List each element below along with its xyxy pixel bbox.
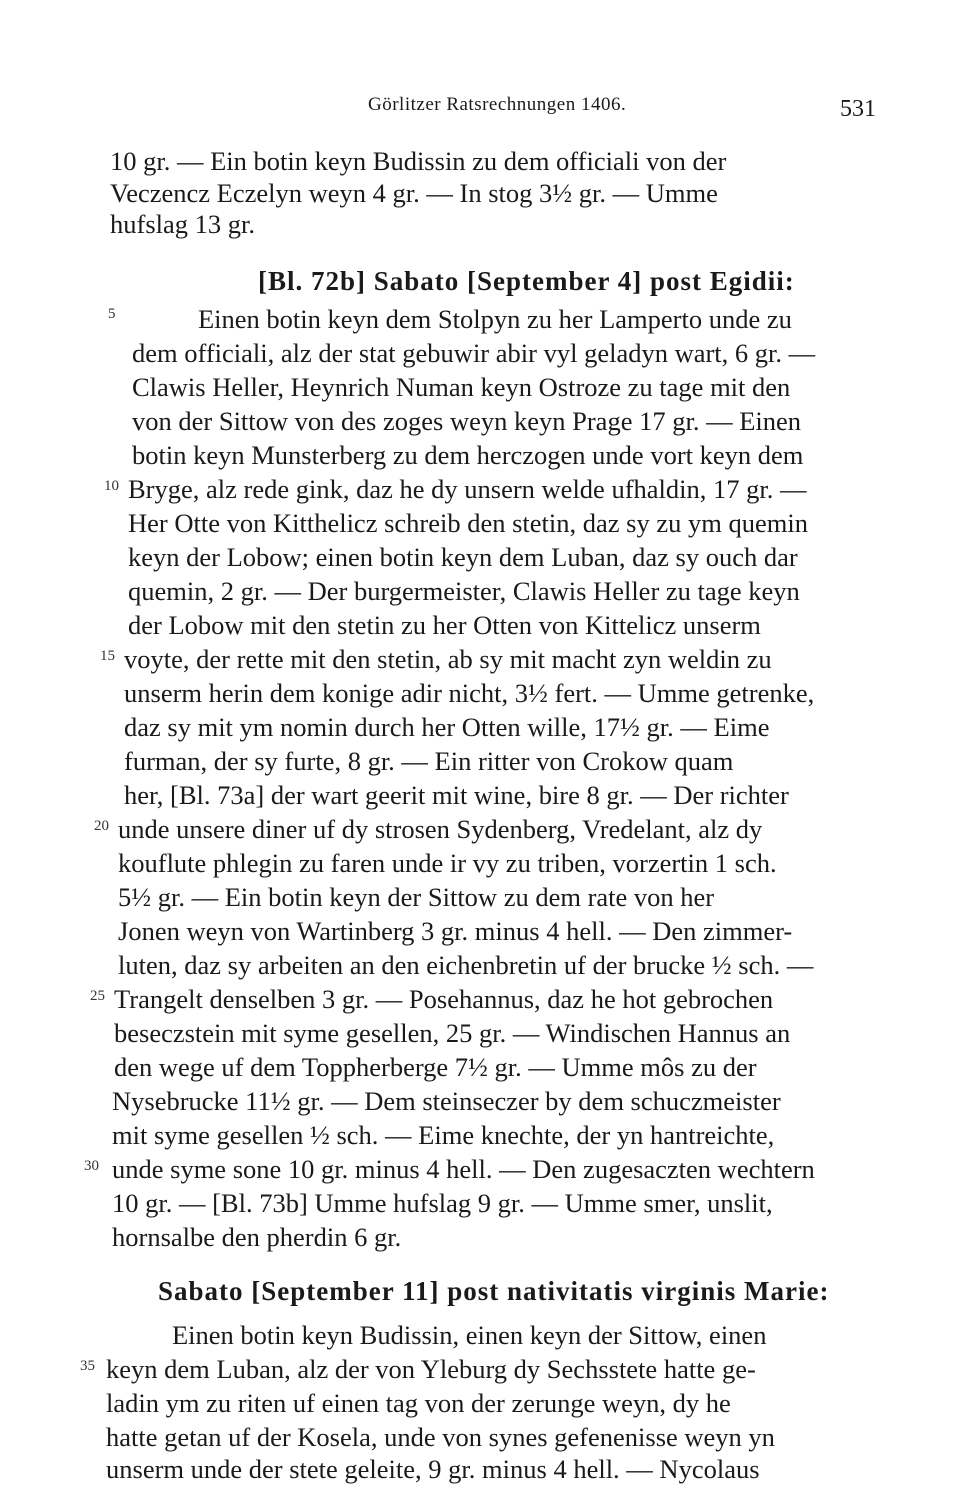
text-line: hornsalbe den pherdin 6 gr. bbox=[112, 1222, 402, 1252]
text-line: mit syme gesellen ½ sch. — Eime knechte, der yn hantreichte, bbox=[112, 1120, 775, 1150]
text-line: Einen botin keyn Budissin, einen keyn der Sittow, einen bbox=[172, 1320, 767, 1350]
text-line: unde unsere diner uf dy strosen Sydenberg, Vredelant, alz dy bbox=[118, 814, 763, 844]
section-heading: Sabato [September 11] post nativitatis virginis Marie: bbox=[158, 1276, 830, 1306]
text-line: hatte getan uf der Kosela, unde von synes gefenenisse weyn yn bbox=[106, 1422, 775, 1452]
line-number: 20 bbox=[94, 818, 109, 834]
text-line: keyn dem Luban, alz der von Yleburg dy Sechsstete hatte ge- bbox=[106, 1354, 756, 1384]
text-line: kouflute phlegin zu faren unde ir vy zu triben, vorzertin 1 sch. bbox=[118, 848, 777, 878]
section-heading: [Bl. 72b] Sabato [September 4] post Egidii: bbox=[258, 266, 795, 296]
text-line: quemin, 2 gr. — Der burgermeister, Clawis Heller zu tage keyn bbox=[128, 576, 800, 606]
text-line: luten, daz sy arbeiten an den eichenbretin uf der brucke ½ sch. — bbox=[118, 950, 814, 980]
text-line: Jonen weyn von Wartinberg 3 gr. minus 4 hell. — Den zimmer- bbox=[118, 916, 793, 946]
text-line: hufslag 13 gr. bbox=[110, 209, 255, 239]
text-line: Veczencz Eczelyn weyn 4 gr. — In stog 3½ gr. — Umme bbox=[110, 178, 718, 208]
text-line: der Lobow mit den stetin zu her Otten von Kittelicz unserm bbox=[128, 610, 761, 640]
line-number: 10 bbox=[104, 478, 119, 494]
text-line: unde syme sone 10 gr. minus 4 hell. — Den zugesaczten wechtern bbox=[112, 1154, 815, 1184]
text-line: voyte, der rette mit den stetin, ab sy mit macht zyn weldin zu bbox=[124, 644, 772, 674]
text-line: beseczstein mit syme gesellen, 25 gr. — Windischen Hannus an bbox=[114, 1018, 791, 1048]
line-number: 25 bbox=[90, 988, 105, 1004]
text-line: 10 gr. — Ein botin keyn Budissin zu dem officiali von der bbox=[110, 146, 727, 176]
text-line: Bryge, alz rede gink, daz he dy unsern welde ufhaldin, 17 gr. — bbox=[128, 474, 807, 504]
text-line: her, [Bl. 73a] der wart geerit mit wine, bire 8 gr. — Der richter bbox=[124, 780, 789, 810]
text-line: daz sy mit ym nomin durch her Otten wille, 17½ gr. — Eime bbox=[124, 712, 770, 742]
line-number: 30 bbox=[84, 1158, 99, 1174]
text-line: den wege uf dem Toppherberge 7½ gr. — Umme môs zu der bbox=[114, 1052, 757, 1082]
text-line: von der Sittow von des zoges weyn keyn Prage 17 gr. — Einen bbox=[132, 406, 802, 436]
text-line: Her Otte von Kitthelicz schreib den stetin, daz sy zu ym quemin bbox=[128, 508, 808, 538]
text-line: Einen botin keyn dem Stolpyn zu her Lamperto unde zu bbox=[198, 304, 792, 334]
text-line: Nysebrucke 11½ gr. — Dem steinseczer by dem schuczmeister bbox=[112, 1086, 781, 1116]
text-line: ladin ym zu riten uf einen tag von der zerunge weyn, dy he bbox=[106, 1388, 731, 1418]
text-line: 5½ gr. — Ein botin keyn der Sittow zu dem rate von her bbox=[118, 882, 715, 912]
text-line: unserm herin dem konige adir nicht, 3½ fert. — Umme getrenke, bbox=[124, 678, 815, 708]
text-line: Clawis Heller, Heynrich Numan keyn Ostroze zu tage mit den bbox=[132, 372, 791, 402]
text-line: dem officiali, alz der stat gebuwir abir vyl geladyn wart, 6 gr. — bbox=[132, 338, 816, 368]
text-line: keyn der Lobow; einen botin keyn dem Luban, daz sy ouch dar bbox=[128, 542, 798, 572]
text-line: botin keyn Munsterberg zu dem herczogen unde vort keyn dem bbox=[132, 440, 804, 470]
line-number: 35 bbox=[80, 1358, 95, 1374]
header-title: Görlitzer Ratsrechnungen 1406. bbox=[368, 94, 627, 115]
page-number: 531 bbox=[840, 96, 876, 122]
line-number: 5 bbox=[108, 306, 116, 322]
line-number: 15 bbox=[100, 648, 115, 664]
text-line: Trangelt denselben 3 gr. — Posehannus, daz he hot gebrochen bbox=[114, 984, 774, 1014]
text-line: unserm unde der stete geleite, 9 gr. minus 4 hell. — Nycolaus bbox=[106, 1454, 760, 1484]
text-line: 10 gr. — [Bl. 73b] Umme hufslag 9 gr. — Umme smer, unslit, bbox=[112, 1188, 773, 1218]
text-line: furman, der sy furte, 8 gr. — Ein ritter von Crokow quam bbox=[124, 746, 734, 776]
